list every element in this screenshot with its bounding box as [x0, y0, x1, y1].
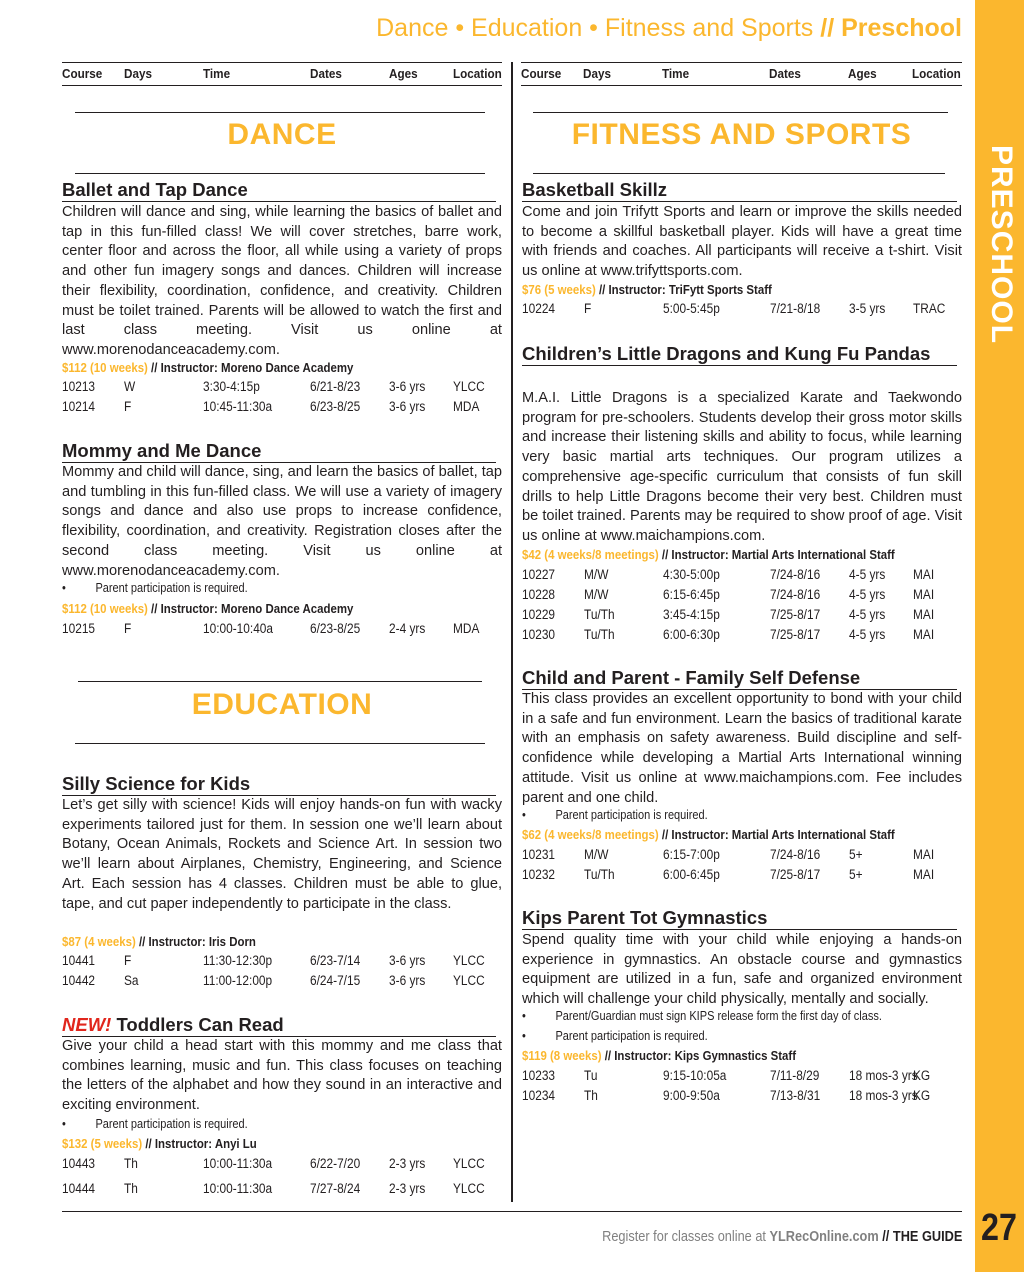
time: 3:45-4:15p: [663, 607, 720, 622]
price: $76 (5 weeks): [522, 282, 596, 297]
location: MDA: [453, 399, 480, 414]
footer-site-link[interactable]: YLRecOnline.com: [769, 1229, 879, 1245]
column-header-right: [521, 62, 962, 86]
section-title-fitness: FITNESS AND SPORTS: [571, 118, 912, 151]
ages: 4-5 yrs: [849, 567, 886, 582]
time: 10:00-11:30a: [203, 1156, 273, 1171]
course-number: 10444: [62, 1181, 96, 1196]
course-title-basketball: Basketball Skillz: [522, 179, 957, 202]
price-line: [522, 547, 895, 562]
instructor: // Instructor: Moreno Dance Academy: [147, 601, 354, 616]
dates: 7/27-8/24: [310, 1181, 361, 1196]
days: M/W: [584, 847, 609, 862]
time: 10:00-10:40a: [203, 621, 274, 636]
location: YLCC: [453, 973, 485, 988]
location: KG: [913, 1068, 931, 1083]
dates: 6/23-7/14: [310, 953, 361, 968]
time: 9:15-10:05a: [663, 1068, 727, 1083]
course-number: 10213: [62, 379, 96, 394]
location: YLCC: [453, 1181, 485, 1196]
bullet-text: Parent participation is required.: [95, 581, 248, 595]
col-time: Time: [662, 66, 690, 81]
ages: 2-3 yrs: [389, 1181, 426, 1196]
ages: 3-5 yrs: [849, 301, 886, 316]
days: F: [584, 301, 592, 316]
course-title-self-defense: Child and Parent - Family Self Defense: [522, 667, 957, 690]
footer-rule: [62, 1211, 962, 1212]
time: 4:30-5:00p: [663, 567, 720, 582]
course-description: M.A.I. Little Dragons is a specialized Karate and Taekwondo program for pre-schoolers. Students develop their gross motor skills and increase their listening skills and ability to focus, while learning very basic martial arts techniques. Our program utilizes a comprehensive age-specific curriculum that consists of fun skill drills to help Little Dragons become their very best. Children must be toilet trained. Parents may be required to show proof of age. Visit us online at www.maichampions.com.: [522, 390, 962, 544]
instructor: // Instructor: Moreno Dance Academy: [147, 360, 354, 375]
price-line: [62, 360, 353, 375]
instructor: // Instructor: Martial Arts International Staff: [658, 827, 895, 842]
ages: 3-6 yrs: [389, 973, 426, 988]
page-header: [376, 14, 962, 43]
time: 9:00-9:50a: [663, 1088, 720, 1103]
course-description: This class provides an excellent opportunity to bond with your child in a safe and fun environment. Learn the basics of traditional karate with an emphasis on safety awareness. Build discipline and self-confidence while developing a Martial Arts International winning attitude. Visit us online at www.maichampions.com. Fee includes parent and one child.: [522, 691, 962, 806]
days: Tu: [584, 1068, 598, 1083]
course-number: 10215: [62, 621, 96, 636]
price: $132 (5 weeks): [62, 1136, 143, 1151]
dates: 7/11-8/29: [770, 1068, 820, 1083]
course-title-mommy-and-me: Mommy and Me Dance: [62, 440, 496, 463]
course-number: 10214: [62, 399, 96, 414]
header-categories: Dance • Education • Fitness and Sports: [376, 14, 814, 42]
col-dates: Dates: [769, 66, 801, 81]
days: M/W: [584, 587, 609, 602]
ages: 5+: [849, 867, 863, 882]
instructor: // Instructor: Iris Dorn: [135, 934, 256, 949]
col-course: Course: [521, 66, 562, 81]
bullet-note: • Parent participation is required.: [522, 1029, 708, 1043]
location: MDA: [453, 621, 480, 636]
page-number: 27: [981, 1207, 1017, 1249]
header-section: Preschool: [841, 14, 962, 42]
bullet-note: • Parent participation is required.: [62, 581, 248, 595]
dates: 7/25-8/17: [770, 867, 821, 882]
time: 10:45-11:30a: [203, 399, 273, 414]
new-badge: NEW!: [62, 1014, 112, 1035]
side-label: PRESCHOOL: [985, 145, 1018, 345]
location: MAI: [913, 567, 935, 582]
dates: 7/25-8/17: [770, 607, 821, 622]
dates: 6/22-7/20: [310, 1156, 361, 1171]
dates: 6/21-8/23: [310, 379, 361, 394]
time: 6:00-6:30p: [663, 627, 720, 642]
days: M/W: [584, 567, 609, 582]
time: 6:15-6:45p: [663, 587, 720, 602]
col-ages: Ages: [389, 66, 418, 81]
location: MAI: [913, 867, 935, 882]
location: MAI: [913, 627, 935, 642]
ages: 18 mos-3 yrs: [849, 1068, 918, 1083]
course-title-ballet: Ballet and Tap Dance: [62, 179, 496, 202]
location: MAI: [913, 847, 935, 862]
days: Tu/Th: [584, 627, 615, 642]
price-line: [62, 934, 256, 949]
instructor: // Instructor: Kips Gymnastics Staff: [601, 1048, 797, 1063]
price: $112 (10 weeks): [62, 360, 148, 375]
session-row: [62, 379, 502, 399]
section-title-education: EDUCATION: [191, 688, 373, 721]
course-description: Let’s get silly with science! Kids will enjoy hands-on fun with wacky experiments tailored just for them. In session one we’ll learn about Botany, Ocean Animals, Rockets and Science Art. In session two we’ll learn about Airplanes, Chemistry, Engineering, and Science Art. Each session has 4 classes. Children must be able to glue, tape, and cut paper independently to participate in the class.: [62, 797, 502, 912]
price-line: [62, 1136, 257, 1151]
days: Th: [584, 1088, 598, 1103]
page-footer: [602, 1229, 962, 1245]
col-dates: Dates: [310, 66, 342, 81]
time: 6:15-7:00p: [663, 847, 720, 862]
col-ages: Ages: [848, 66, 877, 81]
days: Sa: [124, 973, 139, 988]
course-number: 10233: [522, 1068, 556, 1083]
time: 10:00-11:30a: [203, 1181, 273, 1196]
ages: 4-5 yrs: [849, 587, 886, 602]
bullet-note: • Parent/Guardian must sign KIPS release form the first day of class.: [522, 1009, 882, 1023]
course-title-little-dragons: Children’s Little Dragons and Kung Fu Pandas: [522, 342, 957, 366]
bullet-text: Parent participation is required.: [555, 808, 708, 822]
session-row: [522, 1068, 962, 1088]
instructor: // Instructor: Anyi Lu: [142, 1136, 257, 1151]
time: 5:00-5:45p: [663, 301, 720, 316]
price: $112 (10 weeks): [62, 601, 148, 616]
section-rule: [75, 112, 485, 113]
location: YLCC: [453, 953, 485, 968]
bullet-text: Parent participation is required.: [555, 1029, 708, 1043]
course-description: Mommy and child will dance, sing, and learn the basics of ballet, tap and tumbling in this fun-filled class. We will use a variety of imagery songs and dance and also use props to increase confidence, flexibility, coordination, and creativity. Registration closes after the second class meeting. Visit us online at www.morenodanceacademy.com.: [62, 464, 502, 579]
ages: 4-5 yrs: [849, 607, 886, 622]
bullet-note: • Parent participation is required.: [522, 808, 708, 822]
ages: 5+: [849, 847, 863, 862]
session-row: [522, 847, 962, 867]
course-number: 10224: [522, 301, 556, 316]
ages: 3-6 yrs: [389, 953, 426, 968]
course-number: 10442: [62, 973, 96, 988]
price: $62 (4 weeks/8 meetings): [522, 827, 659, 842]
session-row: [62, 1156, 502, 1176]
time: 3:30-4:15p: [203, 379, 260, 394]
bullet-text: Parent participation is required.: [95, 1117, 248, 1131]
col-location: Location: [912, 66, 961, 81]
session-row: [522, 567, 962, 587]
days: F: [124, 953, 132, 968]
session-row: [62, 621, 502, 641]
days: Tu/Th: [584, 867, 615, 882]
ages: 3-6 yrs: [389, 399, 426, 414]
price-line: [62, 601, 353, 616]
footer-separator: //: [878, 1229, 893, 1245]
session-row: [62, 973, 502, 993]
section-rule: [78, 681, 482, 682]
location: KG: [913, 1088, 931, 1103]
time: 11:30-12:30p: [203, 953, 273, 968]
dates: 6/24-7/15: [310, 973, 361, 988]
course-number: 10228: [522, 587, 556, 602]
course-title-silly-science: Silly Science for Kids: [62, 773, 496, 796]
section-rule: [75, 173, 485, 174]
course-title-toddlers-can-read: [62, 1014, 496, 1037]
footer-text: Register for classes online at: [601, 1229, 770, 1245]
course-description: Children will dance and sing, while learning the basics of ballet and tap in this fun-filled class! We will cover stretches, barre work, center floor and across the floor, all while using a variety of props and other fun imagery songs and dances. Children will increase their flexibility, coordination, confidence, and creativity. Children must be toilet trained. Parents will be allowed to watch the first and last class meeting. Visit us online at www.morenodanceacademy.com.: [62, 204, 502, 358]
days: F: [124, 399, 132, 414]
dates: 7/25-8/17: [770, 627, 821, 642]
location: YLCC: [453, 379, 485, 394]
price: $42 (4 weeks/8 meetings): [522, 547, 659, 562]
price-line: [522, 1048, 796, 1063]
col-time: Time: [203, 66, 231, 81]
bullet-text: Parent/Guardian must sign KIPS release form the first day of class.: [555, 1009, 882, 1023]
session-row: [522, 607, 962, 627]
course-number: 10230: [522, 627, 556, 642]
dates: 7/13-8/31: [770, 1088, 821, 1103]
ages: 2-4 yrs: [389, 621, 426, 636]
location: MAI: [913, 607, 935, 622]
ages: 2-3 yrs: [389, 1156, 426, 1171]
session-row: [62, 953, 502, 973]
section-rule: [75, 743, 485, 744]
ages: 4-5 yrs: [849, 627, 886, 642]
dates: 7/21-8/18: [770, 301, 821, 316]
price-line: [522, 827, 895, 842]
location: YLCC: [453, 1156, 485, 1171]
col-course: Course: [62, 66, 103, 81]
price: $87 (4 weeks): [62, 934, 136, 949]
col-days: Days: [124, 66, 152, 81]
session-row: [522, 867, 962, 887]
instructor: // Instructor: Martial Arts International Staff: [658, 547, 895, 562]
col-location: Location: [453, 66, 502, 81]
days: F: [124, 621, 132, 636]
bullet-note: • Parent participation is required.: [62, 1117, 248, 1131]
course-number: 10227: [522, 567, 556, 582]
course-number: 10229: [522, 607, 556, 622]
column-divider: [511, 62, 513, 1202]
days: Th: [124, 1156, 138, 1171]
course-description: Spend quality time with your child while enjoying a hands-on experience in gymnastics. An obstacle course and gymnastics equipment are utilized in a fun, safe and organized environment which will challenge your child physically, mentally and socially.: [522, 932, 962, 1008]
session-row: [62, 1181, 502, 1201]
ages: 18 mos-3 yrs: [849, 1088, 918, 1103]
header-separator: //: [820, 14, 835, 42]
instructor: // Instructor: TriFytt Sports Staff: [595, 282, 772, 297]
course-number: 10441: [62, 953, 96, 968]
section-title-dance: DANCE: [227, 118, 337, 151]
session-row: [522, 587, 962, 607]
price: $119 (8 weeks): [522, 1048, 602, 1063]
days: Tu/Th: [584, 607, 615, 622]
dates: 7/24-8/16: [770, 847, 821, 862]
time: 6:00-6:45p: [663, 867, 720, 882]
col-days: Days: [583, 66, 611, 81]
section-rule: [533, 173, 945, 174]
dates: 6/23-8/25: [310, 621, 361, 636]
footer-guide: THE GUIDE: [892, 1229, 962, 1245]
price-line: [522, 282, 772, 297]
dates: 7/24-8/16: [770, 587, 821, 602]
location: TRAC: [913, 301, 946, 316]
session-row: [62, 399, 502, 419]
course-number: 10443: [62, 1156, 96, 1171]
session-row: [522, 301, 962, 321]
course-description: Give your child a head start with this mommy and me class that combines learning, music and fun. This class focuses on teaching the letters of the alphabet and how they sound in an interactive and exciting environment.: [62, 1038, 502, 1114]
dates: 7/24-8/16: [770, 567, 821, 582]
days: W: [124, 379, 136, 394]
ages: 3-6 yrs: [389, 379, 426, 394]
time: 11:00-12:00p: [203, 973, 273, 988]
course-number: 10231: [522, 847, 556, 862]
column-header-left: [62, 62, 502, 86]
dates: 6/23-8/25: [310, 399, 361, 414]
session-row: [522, 627, 962, 647]
course-title-kips-gymnastics: Kips Parent Tot Gymnastics: [522, 907, 957, 930]
course-title-text: Toddlers Can Read: [111, 1014, 284, 1035]
session-row: [522, 1088, 962, 1108]
course-number: 10234: [522, 1088, 556, 1103]
section-rule: [533, 112, 948, 113]
course-number: 10232: [522, 867, 556, 882]
days: Th: [124, 1181, 138, 1196]
course-description: Come and join Trifytt Sports and learn or improve the skills needed to become a skillful basketball player. Kids will have a great time with friends and coaches. All participants will receive a t-shirt. Visit us online at www.trifyttsports.com.: [522, 204, 962, 280]
location: MAI: [913, 587, 935, 602]
